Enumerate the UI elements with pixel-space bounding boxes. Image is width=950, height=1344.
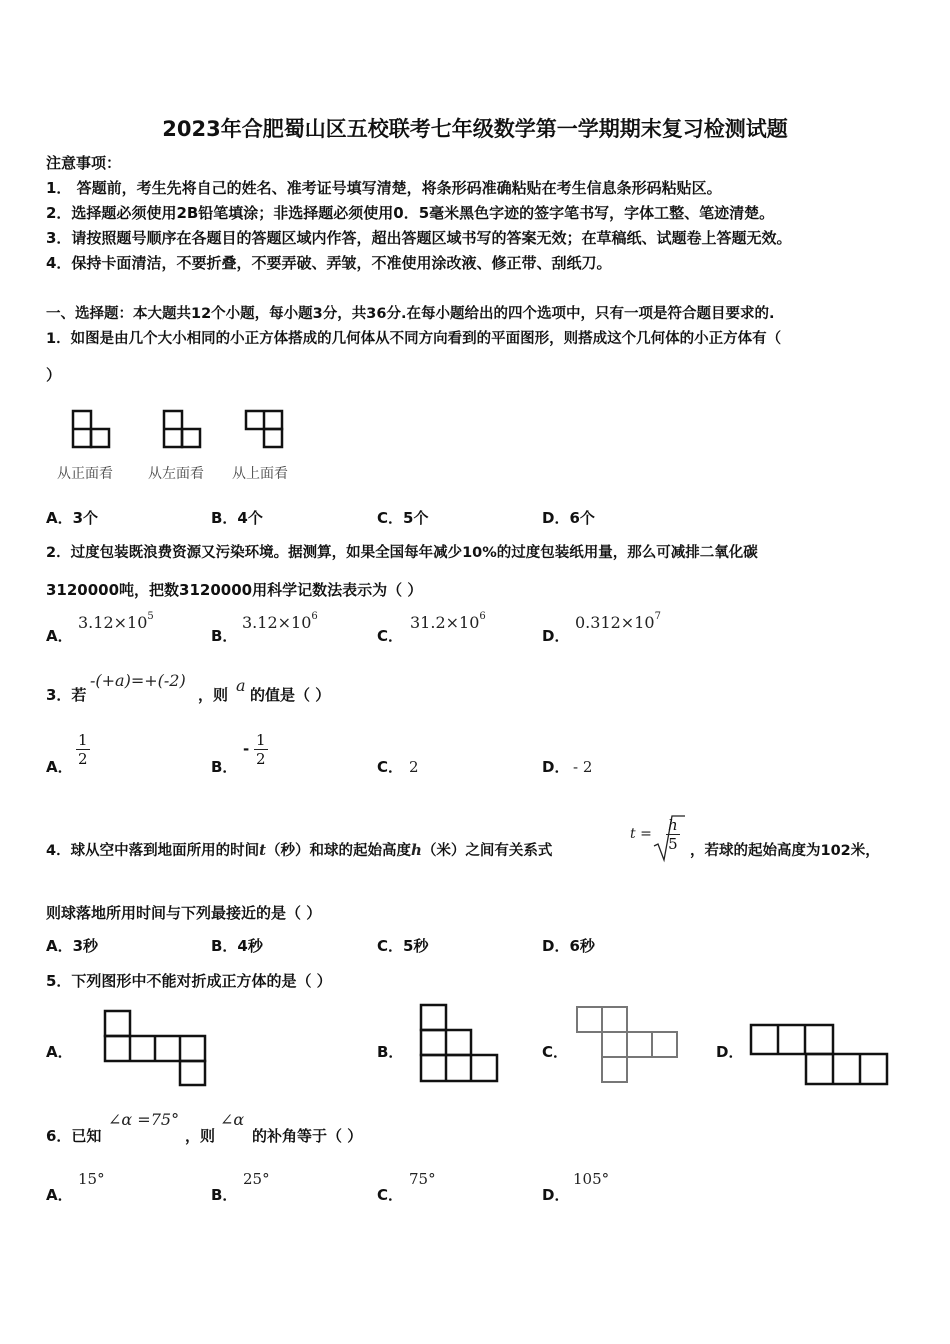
q5-option-b-net-figure[interactable] <box>420 1004 500 1084</box>
q3-option-c-label[interactable]: C． <box>377 758 404 776</box>
q4-option-b[interactable]: B．4秒 <box>211 937 263 955</box>
q1-view-caption-front: 从正面看 <box>57 466 113 482</box>
q4-formula-fraction: $\frac{h}{5}$ <box>668 816 678 853</box>
q1-option-c[interactable]: C．5个 <box>377 509 429 527</box>
notice-item-4: 4．保持卡面清洁，不要折叠，不要弄破、弄皱，不准使用涂改液、修正带、刮纸刀。 <box>46 254 612 272</box>
q2-option-a-value[interactable]: $3.12\times 10^5$ <box>78 611 154 632</box>
q2-option-b-value[interactable]: $3.12\times 10^6$ <box>242 611 318 632</box>
q3-option-b-sign: - <box>243 740 250 758</box>
q1-front-view-figure <box>72 410 112 448</box>
q6-option-a-label[interactable]: A． <box>46 1186 73 1204</box>
q1-view-caption-left: 从左面看 <box>148 466 204 482</box>
q1-text-end: ） <box>46 366 62 384</box>
q6-option-d-label[interactable]: D． <box>542 1186 570 1204</box>
notice-item-2: 2．选择题必须使用2B铅笔填涂；非选择题必须使用0．5毫米黑色字迹的签字笔书写，字体工整、笔迹清楚。 <box>46 204 775 222</box>
q3-option-a-label[interactable]: A． <box>46 758 73 776</box>
q2-option-c-value[interactable]: $31.2\times 10^6$ <box>410 611 486 632</box>
q6-option-d-value[interactable]: 105° <box>573 1170 610 1188</box>
q3-variable: a <box>236 676 246 695</box>
q4-option-d[interactable]: D．6秒 <box>542 937 595 955</box>
q4-text-end: ，若球的起始高度为102米， <box>690 843 880 859</box>
q3-prefix: 3．若 <box>46 686 87 704</box>
q2-option-c-label[interactable]: C． <box>377 627 404 645</box>
q5-option-a-label[interactable]: A． <box>46 1043 73 1061</box>
q1-text: 1．如图是由几个大小相同的小正方体搭成的几何体从不同方向看到的平面图形，则搭成这个几何体的小正方体有（ <box>46 331 782 347</box>
q1-option-d[interactable]: D．6个 <box>542 509 595 527</box>
notice-heading: 注意事项： <box>46 154 122 172</box>
notice-item-1: 1． 答题前，考生先将自己的姓名、准考证号填写清楚，将条形码准确粘贴在考生信息条形码粘贴区。 <box>46 179 722 197</box>
q6-option-c-value[interactable]: 75° <box>409 1170 436 1188</box>
page-title: 2023年合肥蜀山区五校联考七年级数学第一学期期末复习检测试题 <box>162 117 788 141</box>
q6-option-c-label[interactable]: C． <box>377 1186 404 1204</box>
q5-option-d-label[interactable]: D． <box>716 1043 744 1061</box>
q3-option-d-label[interactable]: D． <box>542 758 570 776</box>
notice-item-3: 3．请按照题号顺序在各题目的答题区域内作答，超出答题区域书写的答案无效；在草稿纸、试题卷上答题无效。 <box>46 229 792 247</box>
section-heading: 一、选择题：本大题共12个小题，每小题3分，共36分.在每小题给出的四个选项中，只有一项是符合题目要求的. <box>46 306 775 322</box>
q3-option-d-value[interactable]: - 2 <box>573 758 593 776</box>
q4-text-line2: 则球落地所用时间与下列最接近的是（ ） <box>46 904 322 922</box>
q3-middle: ，则 <box>198 686 229 704</box>
q4-formula-left: t = <box>630 826 652 842</box>
q3-equation: -(+a)=+(-2) <box>90 671 186 690</box>
q1-option-a[interactable]: A．3个 <box>46 509 99 527</box>
q3-option-a-value[interactable]: $\frac{1}{2}$ <box>78 731 88 768</box>
q2-option-a-label[interactable]: A． <box>46 627 73 645</box>
q1-top-view-figure <box>245 410 285 448</box>
q2-text: 2．过度包装既浪费资源又污染环境。据测算，如果全国每年减少10%的过度包装纸用量，那么可减排二氧化碳 <box>46 545 758 561</box>
q4-option-a[interactable]: A．3秒 <box>46 937 99 955</box>
q2-text-line2: 3120000吨，把数3120000用科学记数法表示为（ ） <box>46 581 423 599</box>
q6-option-b-value[interactable]: 25° <box>243 1170 270 1188</box>
q6-angle: ∠α <box>220 1110 245 1129</box>
q2-option-d-value[interactable]: $0.312\times 10^7$ <box>575 611 661 632</box>
q4-option-c[interactable]: C．5秒 <box>377 937 429 955</box>
q5-option-c-label[interactable]: C． <box>542 1043 569 1061</box>
q6-middle: ，则 <box>185 1127 216 1145</box>
q3-option-b-value[interactable]: $\frac{1}{2}$ <box>256 731 266 768</box>
q5-option-d-net-figure[interactable] <box>750 1024 890 1086</box>
q6-prefix: 6．已知 <box>46 1127 102 1145</box>
q6-equation: ∠α =75° <box>108 1110 180 1129</box>
q2-option-b-label[interactable]: B． <box>211 627 238 645</box>
q2-option-d-label[interactable]: D． <box>542 627 570 645</box>
q1-option-b[interactable]: B．4个 <box>211 509 263 527</box>
q1-left-view-figure <box>163 410 203 448</box>
q4-text: 4．球从空中落到地面所用的时间t（秒）和球的起始高度h（米）之间有关系式 <box>46 841 553 859</box>
q6-option-b-label[interactable]: B． <box>211 1186 238 1204</box>
q3-option-c-value[interactable]: 2 <box>409 758 419 776</box>
q3-option-b-label[interactable]: B． <box>211 758 238 776</box>
q3-suffix: 的值是（ ） <box>250 686 331 704</box>
q1-view-caption-top: 从上面看 <box>232 466 288 482</box>
q6-suffix: 的补角等于（ ） <box>252 1127 363 1145</box>
q5-option-c-net-figure[interactable] <box>576 1006 680 1084</box>
q5-option-a-net-figure[interactable] <box>104 1010 208 1086</box>
q5-text: 5．下列图形中不能对折成正方体的是（ ） <box>46 972 332 990</box>
q5-option-b-label[interactable]: B． <box>377 1043 404 1061</box>
q6-option-a-value[interactable]: 15° <box>78 1170 105 1188</box>
